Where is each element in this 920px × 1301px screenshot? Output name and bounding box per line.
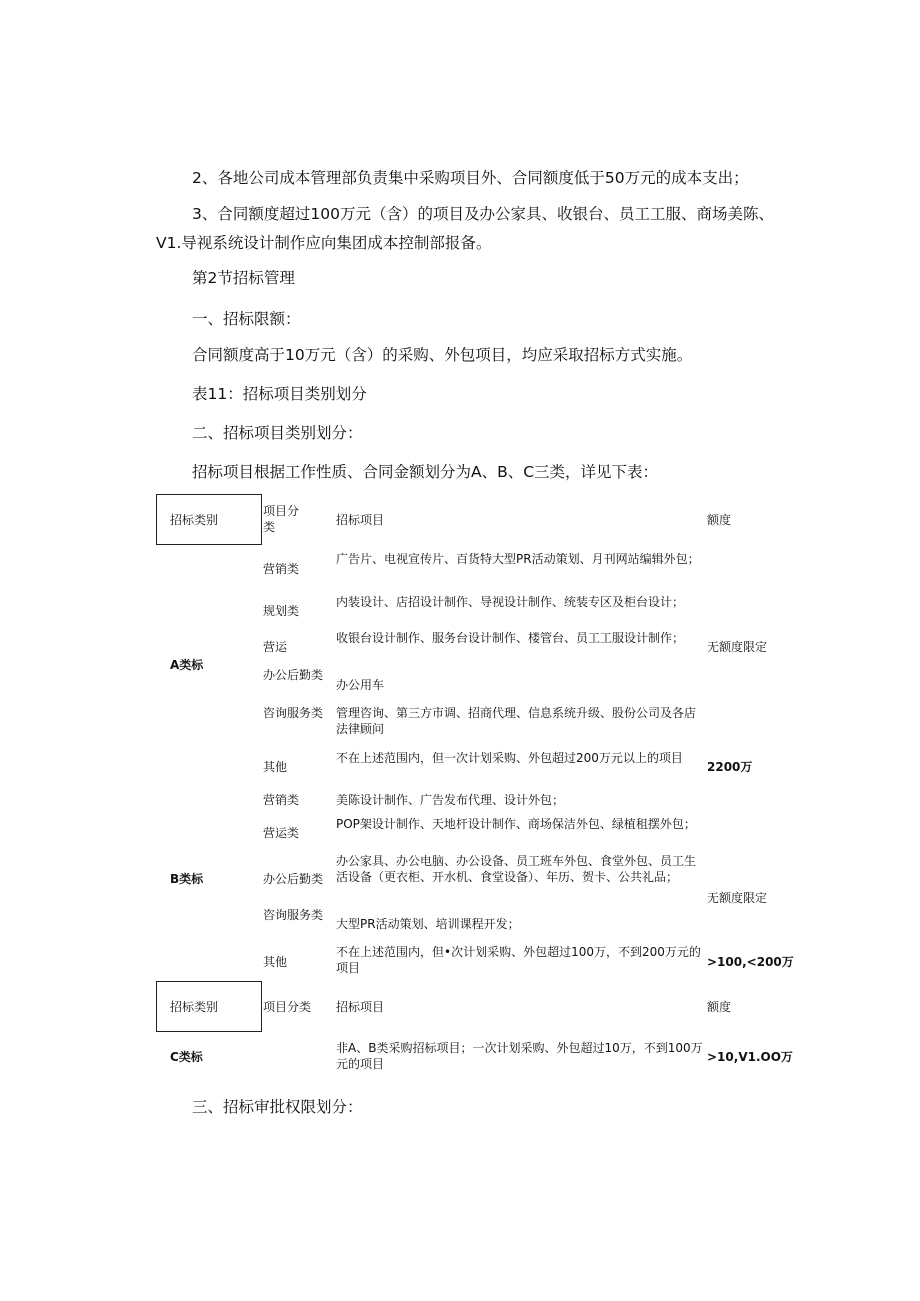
a-row-item: 办公用车 [336,678,385,692]
header-subcategory: 项目分类 [263,504,300,534]
table-caption: 表11：招标项目类别划分 [192,385,367,403]
header2-project: 招标项目 [336,1000,385,1014]
paragraph-report-line2: V1.导视系统设计制作应向集团成本控制部报备。 [156,234,492,252]
a-row-item: 收银台设计制作、服务台设计制作、楼管台、员工工服设计制作； [336,631,685,645]
a-row-cat: 咨询服务类 [263,706,324,720]
a-row-cat: 其他 [263,760,288,774]
b-row-cat: 办公后勤类 [263,872,324,886]
a-row-cat: 营运 [263,640,288,654]
b-limit-amount: >100,<200万 [707,955,794,969]
a-limit-amount: 2200万 [707,760,753,774]
a-row-cat: 办公后勤类 [263,668,324,682]
a-limit-none: 无额度限定 [707,640,768,654]
a-row-item: 管理咨询、第三方市调、招商代理、信息系统升级、股份公司及各店法律顾问 [336,706,697,736]
b-row-cat: 咨询服务类 [263,908,324,922]
b-row-item: 美陈设计制作、广告发布代理、设计外包； [336,793,565,807]
header2-limit: 额度 [707,1000,732,1014]
a-row-cat: 规划类 [263,604,300,618]
b-row-cat: 营运类 [263,826,300,840]
header2-subcategory: 项目分类 [263,1000,312,1014]
paragraph-bid-threshold: 合同额度高于10万元（含）的采购、外包项目，均应采取招标方式实施。 [192,346,693,364]
b-row-item: POP架设计制作、天地杆设计制作、商场保洁外包、绿植租摆外包； [336,817,696,831]
heading-category-division: 二、招标项目类别划分： [192,424,363,442]
a-row-cat: 营销类 [263,562,300,576]
b-row-cat: 营销类 [263,793,300,807]
heading-approval-authority: 三、招标审批权限划分： [192,1098,363,1116]
c-limit-amount: >10,V1.OO万 [707,1050,793,1064]
a-row-item: 广告片、电视宣传片、百货特大型PR活动策划、月刊网站编辑外包； [336,552,700,566]
a-row-item: 内装设计、店招设计制作、导视设计制作、统装专区及柜台设计； [336,595,685,609]
b-limit-none: 无额度限定 [707,891,768,905]
class-c-label: C类标 [170,1050,203,1064]
class-a-label: A类标 [170,658,204,672]
header-project: 招标项目 [336,513,385,527]
header-limit: 额度 [707,513,732,527]
b-row-item: 大型PR活动策划、培训课程开发； [336,917,520,931]
b-row-item: 办公家具、办公电脑、办公设备、员工班车外包、食堂外包、员工生活设备（更衣柜、开水机、食堂设备）、年历、贺卡、公共礼品； [336,854,697,884]
b-row-item: 不在上述范围内，但•次计划采购、外包超过100万，不到200万元的项目 [336,945,701,975]
section-title: 第2节招标管理 [192,269,295,287]
c-row-item: 非A、B类采购招标项目；一次计划采购、外包超过10万，不到100万元的项目 [336,1041,703,1071]
paragraph-category-intro: 招标项目根据工作性质、合同金额划分为A、B、C三类，详见下表： [192,463,659,481]
heading-bid-limit: 一、招标限额： [192,310,301,328]
header2-category: 招标类别 [170,1000,219,1014]
class-b-label: B类标 [170,872,204,886]
a-row-item: 不在上述范围内，但一次计划采购、外包超过200万元以上的项目 [336,751,683,765]
header-category: 招标类别 [170,513,219,527]
b-row-cat: 其他 [263,955,288,969]
paragraph-report-line1: 3、合同额度超过100万元（含）的项目及办公家具、收银台、员工工服、商场美陈、 [192,205,774,223]
paragraph-cost-dept: 2、各地公司成本管理部负责集中采购项目外、合同额度低于50万元的成本支出； [192,169,749,187]
